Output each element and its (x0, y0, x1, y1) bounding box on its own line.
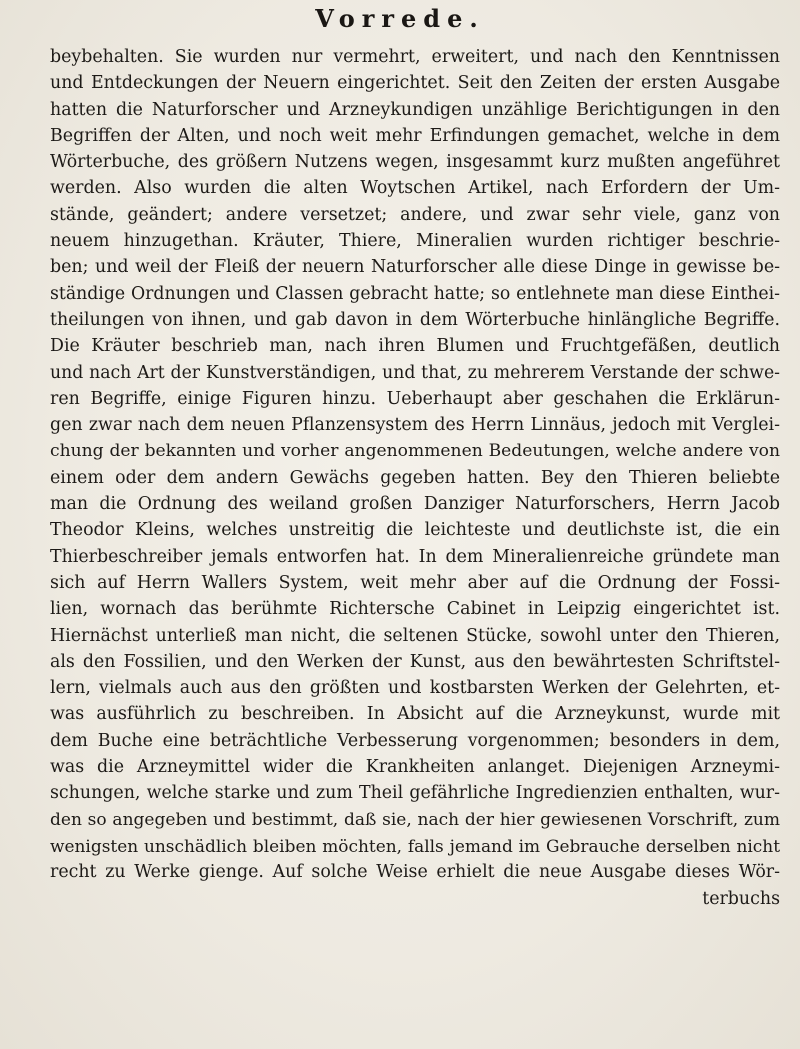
text-line: als den Fossilien, und den Werken der Kunst, aus den bewährtesten Schriftstel- (50, 651, 780, 672)
text-line: werden. Also wurden die alten Woytschen Artikel, nach Erfordern der Um- (50, 178, 780, 199)
text-line: den so angegeben und bestimmt, daß sie, nach der hier gewiesenen Vorschrift, zum (50, 809, 780, 830)
text-line: sich auf Herrn Wallers System, weit mehr aber auf die Ordnung der Fossi- (50, 572, 780, 593)
text-line: was die Arzneymittel wider die Krankheiten anlanget. Diejenigen Arzneymi- (50, 757, 780, 778)
text-line: recht zu Werke gienge. Auf solche Weise erhielt die neue Ausgabe dieses Wör- (50, 862, 780, 883)
text-line: dem Buche eine beträchtliche Verbesserung vorgenommen; besonders in dem, (50, 730, 780, 751)
text-line: beybehalten. Sie wurden nur vermehrt, erweitert, und nach den Kenntnissen (50, 47, 780, 67)
text-line: Thierbeschreiber jemals entworfen hat. In dem Mineralienreiche gründete man (50, 546, 780, 567)
text-line: schungen, welche starke und zum Theil gefährliche Ingredienzien enthalten, wur- (50, 783, 780, 804)
text-line: einem oder dem andern Gewächs gegeben hatten. Bey den Thieren beliebte (50, 467, 780, 488)
text-line: theilungen von ihnen, und gab davon in dem Wörterbuche hinlängliche Begriffe. (50, 309, 780, 330)
text-line: lern, vielmals auch aus den größten und kostbarsten Werken der Gelehrten, et- (50, 678, 780, 699)
text-line: man die Ordnung des weiland großen Danziger Naturforschers, Herrn Jacob (50, 494, 780, 515)
text-line: ben; und weil der Fleiß der neuern Naturforscher alle diese Dinge in gewisse be- (50, 257, 780, 278)
text-line: und nach Art der Kunstverständigen, und that, zu mehrerem Verstande der schwe- (50, 362, 780, 383)
text-line: was ausführlich zu beschreiben. In Absicht auf die Arzneykunst, wurde mit (50, 704, 780, 725)
text-line: wenigsten unschädlich bleiben möchten, falls jemand im Gebrauche derselben nicht (50, 835, 780, 856)
text-line: gen zwar nach dem neuen Pflanzensystem des Herrn Linnäus, jedoch mit Verglei- (50, 415, 780, 436)
text-line: hatten die Naturforscher und Arzneykundigen unzählige Berichtigungen in den (50, 99, 780, 120)
text-line: lien, wornach das berühmte Richtersche Cabinet in Leipzig eingerichtet ist. (50, 599, 780, 620)
text-line: Theodor Kleins, welches unstreitig die leichteste und deutlichste ist, die ein (50, 520, 780, 541)
text-line: Die Kräuter beschrieb man, nach ihren Blumen und Fruchtgefäßen, deutlich (50, 336, 780, 357)
text-line: Begriffen der Alten, und noch weit mehr Erfindungen gemachet, welche in dem (50, 125, 780, 146)
text-line: ständige Ordnungen und Classen gebracht hatte; so entlehnete man diese Einthei- (50, 283, 780, 304)
text-line: chung der bekannten und vorher angenommenen Bedeutungen, welche andere von (50, 441, 780, 462)
body-text (50, 44, 780, 912)
running-head: Vorrede. (315, 4, 485, 33)
catchword: terbuchs (702, 888, 780, 909)
text-line: Wörterbuche, des größern Nutzens wegen, insgesammt kurz mußten angeführet (50, 152, 780, 173)
text-line: Hiernächst unterließ man nicht, die seltenen Stücke, sowohl unter den Thieren, (50, 625, 780, 646)
text-line: und Entdeckungen der Neuern eingerichtet. Seit den Zeiten der ersten Ausgabe (50, 73, 780, 94)
text-line: neuem hinzugethan. Kräuter, Thiere, Mineralien wurden richtiger beschrie- (50, 231, 780, 252)
text-line: stände, geändert; andere versetzet; andere, und zwar sehr viele, ganz von (50, 204, 780, 225)
text-line: ren Begriffe, einige Figuren hinzu. Ueberhaupt aber geschahen die Erklärun- (50, 388, 780, 409)
